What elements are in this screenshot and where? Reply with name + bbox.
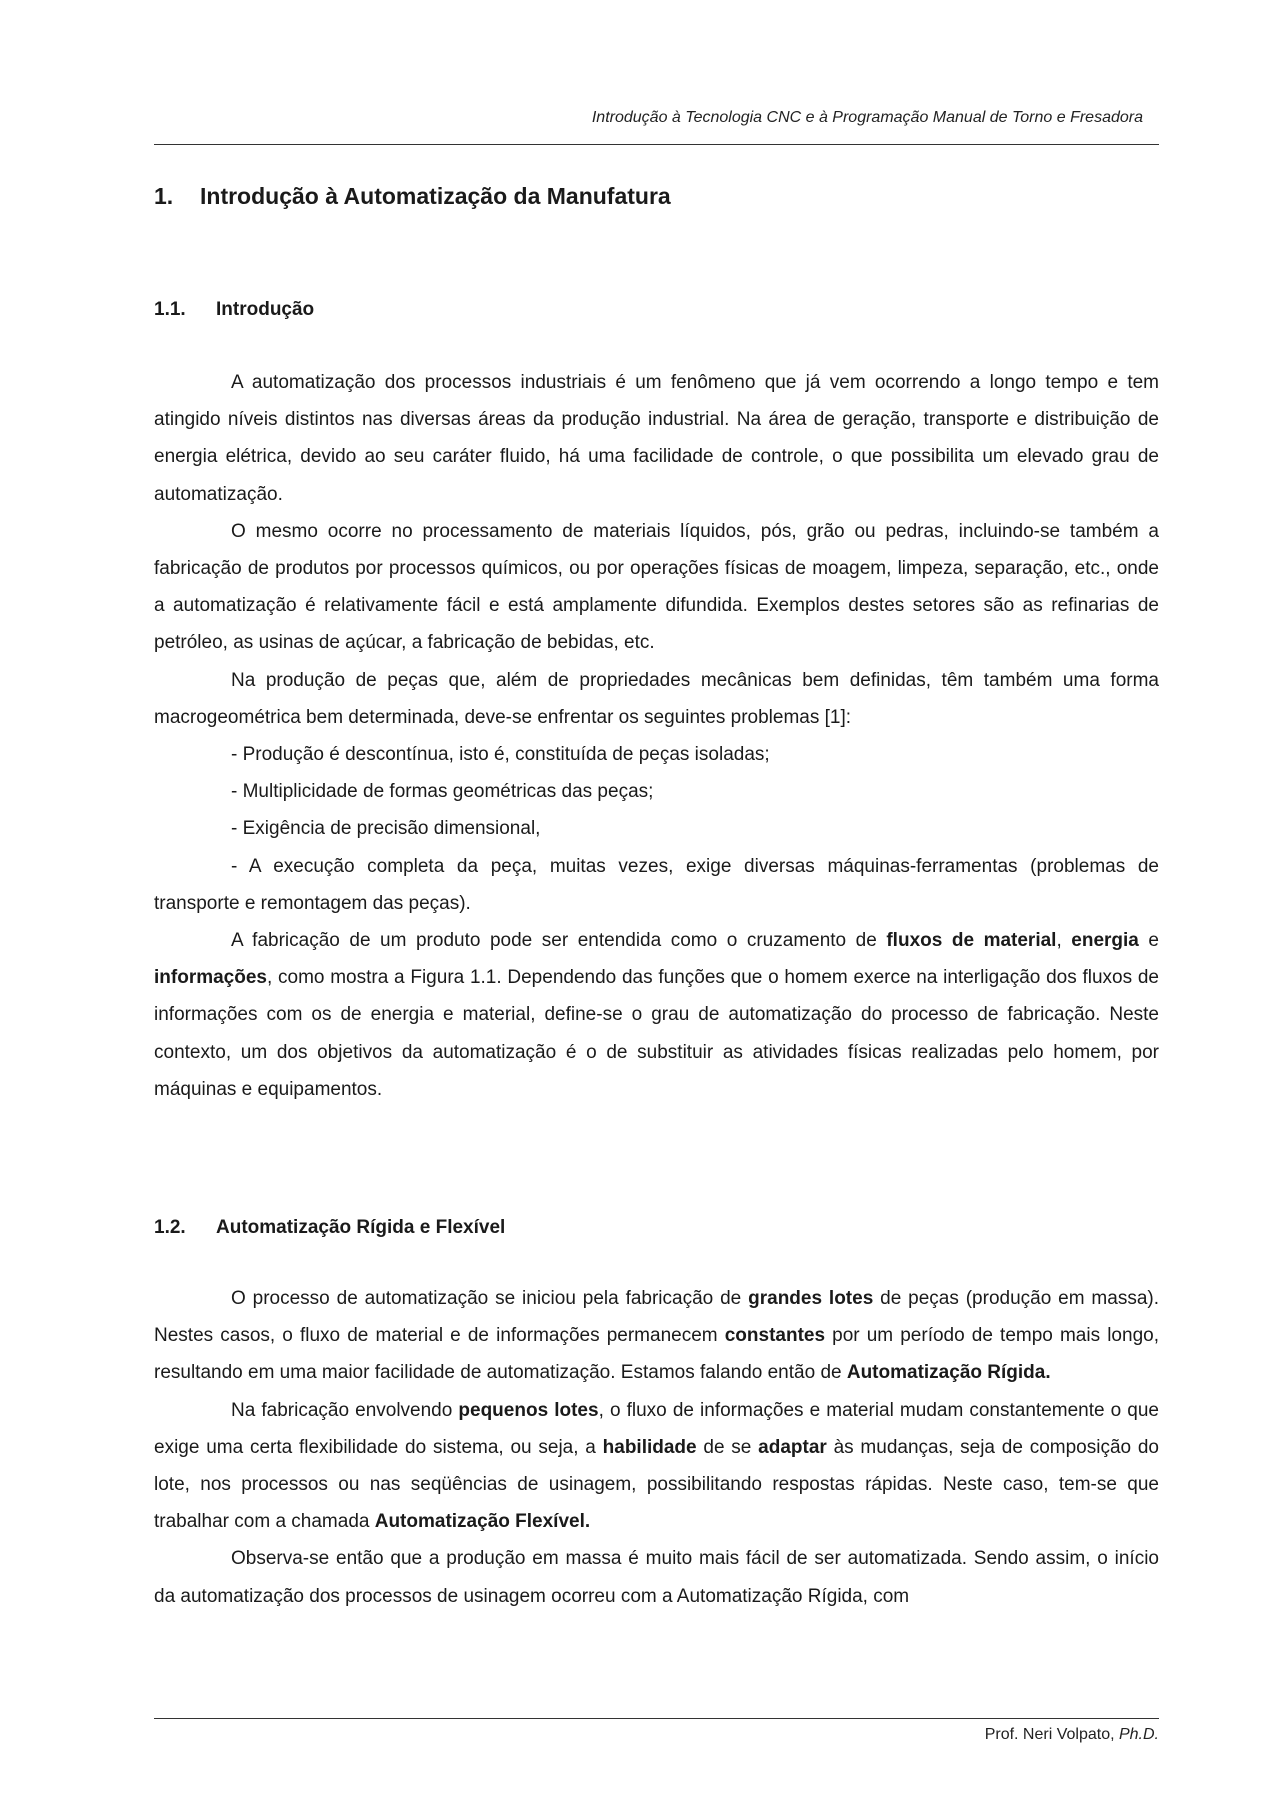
- running-header: Introdução à Tecnologia CNC e à Programação Manual de Torno e Fresadora: [591, 109, 1143, 126]
- paragraph: Na produção de peças que, além de propriedades mecânicas bem definidas, têm também uma forma macrogeométrica bem determinada, deve-se enfrentar os seguintes problemas [1]:: [154, 669, 1159, 728]
- section-title: Introdução: [216, 299, 315, 320]
- chapter-number: 1.: [154, 183, 174, 209]
- section-number: 1.1.: [154, 299, 186, 320]
- paragraph: O processo de automatização se iniciou pela fabricação de grandes lotes de peças (produção em massa). Nestes casos, o fluxo de material e de informações permanecem constantes por um período de tempo mais longo, resultando em uma maior facilidade de automatização. Estamos falando então de Automatização Rígida.: [154, 1288, 1159, 1384]
- bold-term: informações: [154, 967, 267, 989]
- header-rule: [154, 144, 1159, 145]
- chapter-title: Introdução à Automatização da Manufatura: [200, 183, 671, 209]
- chapter-heading: [154, 178, 1159, 218]
- footer-author: [985, 1726, 1159, 1744]
- bold-term: adaptar: [758, 1436, 827, 1458]
- bold-term: constantes: [724, 1325, 826, 1347]
- bold-term: habilidade: [602, 1436, 697, 1458]
- section-number: 1.2.: [154, 1217, 186, 1239]
- author-name: Prof. Neri Volpato,: [984, 1726, 1115, 1743]
- section-heading-1-2: [154, 1214, 1159, 1242]
- list-item: - Produção é descontínua, isto é, constituída de peças isoladas;: [231, 744, 770, 766]
- bold-term: Automatização Rígida.: [846, 1362, 1051, 1384]
- paragraph: A automatização dos processos industriais é um fenômeno que já vem ocorrendo a longo tempo e tem atingido níveis distintos nas diversas áreas da produção industrial. Na área de geração, transporte e distribuição de energia elétrica, devido ao seu caráter fluido, há uma facilidade de controle, o que possibilita um elevado grau de automatização.: [154, 372, 1159, 505]
- bold-term: Automatização Flexível.: [374, 1511, 591, 1533]
- list-item: - Exigência de precisão dimensional,: [231, 818, 541, 840]
- paragraph: O mesmo ocorre no processamento de materiais líquidos, pós, grão ou pedras, incluindo-se também a fabricação de produtos por processos químicos, ou por operações físicas de moagem, limpeza, separação, etc., onde a automatização é relativamente fácil e está amplamente difundida. Exemplos destes setores são as refinarias de petróleo, as usinas de açúcar, a fabricação de bebidas, etc.: [154, 520, 1159, 654]
- section-title: Automatização Rígida e Flexível: [216, 1217, 506, 1239]
- list-item: - A execução completa da peça, muitas vezes, exige diversas máquinas-ferramentas (problemas de transporte e remontagem das peças).: [154, 855, 1159, 914]
- paragraph: Observa-se então que a produção em massa é muito mais fácil de ser automatizada. Sendo assim, o início da automatização dos processos de usinagem ocorreu com a Automatização Rígida, com: [154, 1548, 1159, 1607]
- page-content: [154, 178, 1159, 1615]
- bold-term: grandes lotes: [748, 1288, 874, 1310]
- list-item: - Multiplicidade de formas geométricas das peças;: [231, 781, 654, 803]
- bold-term: pequenos lotes: [458, 1399, 599, 1421]
- bold-term: energia: [1071, 930, 1139, 952]
- footer-rule: [154, 1718, 1159, 1719]
- author-degree: Ph.D.: [1118, 1726, 1159, 1743]
- paragraph: A fabricação de um produto pode ser entendida como o cruzamento de fluxos de material, energia e informações, como mostra a Figura 1.1. Dependendo das funções que o homem exerce na interligação dos fluxos de informações com os de energia e material, define-se o grau de automatização do processo de fabricação. Neste contexto, um dos objetivos da automatização é o de substituir as atividades físicas realizadas pelo homem, por máquinas e equipamentos.: [154, 930, 1159, 1100]
- bold-term: fluxos de material: [886, 930, 1057, 952]
- paragraph: Na fabricação envolvendo pequenos lotes, o fluxo de informações e material mudam constantemente o que exige uma certa flexibilidade do sistema, ou seja, a habilidade de se adaptar às mudanças, seja de composição do lote, nos processos ou nas seqüências de usinagem, possibilitando respostas rápidas. Neste caso, tem-se que trabalhar com a chamada Automatização Flexível.: [154, 1399, 1160, 1533]
- section-heading-1-1: [154, 296, 1159, 324]
